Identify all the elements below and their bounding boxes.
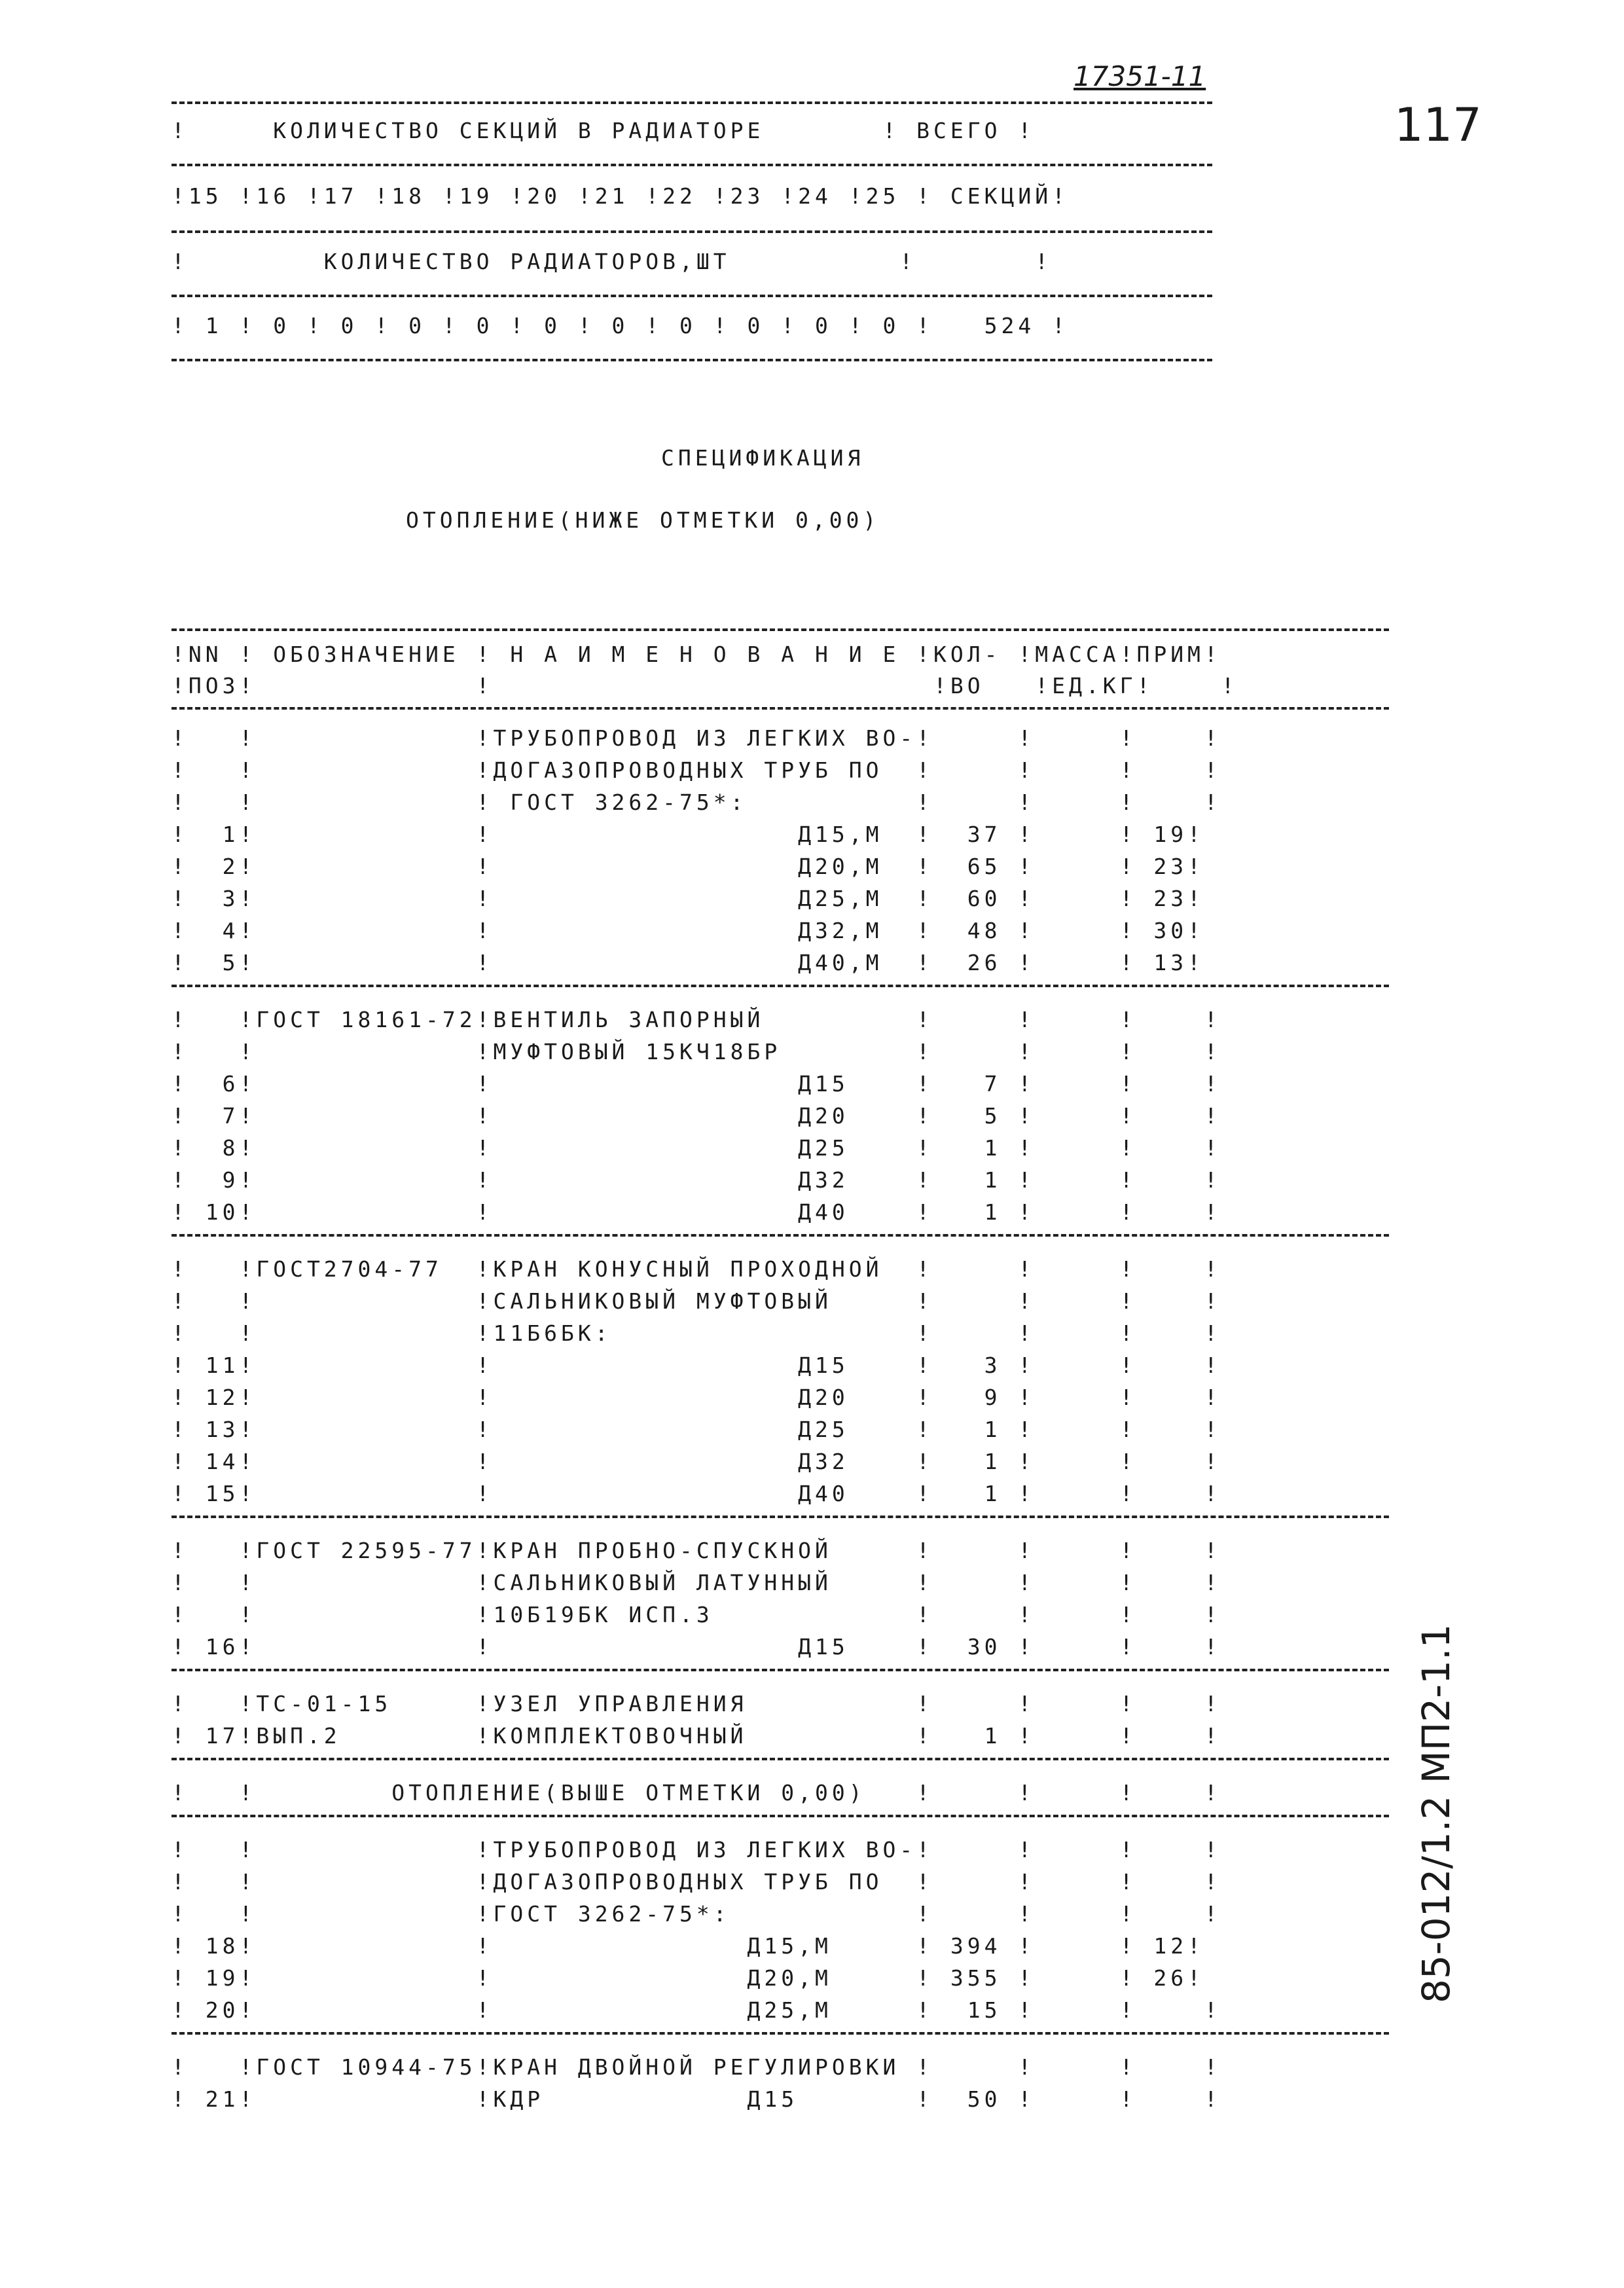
drawing-code-stamp: 85-012/1.2 МП2-1.1 (1414, 1624, 1458, 2003)
spec-row: ! 21! !КДР Д15 ! 50 ! ! ! (171, 2086, 1221, 2112)
spec-table-rule (171, 707, 1389, 710)
spec-table-rule (171, 2032, 1389, 2035)
spec-table-rule (171, 1758, 1389, 1760)
spec-row: ! ! !11Б6БК: ! ! ! ! (171, 1320, 1221, 1346)
spec-row: ! 5! ! Д40,М ! 26 ! ! 13! (171, 950, 1204, 975)
spec-row: ! 16! ! Д15 ! 30 ! ! ! (171, 1634, 1221, 1660)
spec-row: ! ! ! ГОСТ 3262-75*: ! ! ! ! (171, 790, 1221, 815)
spec-table-rule (171, 628, 1389, 631)
spec-row: ! 17!ВЫП.2 !КОМПЛЕКТОВОЧНЫЙ ! 1 ! ! ! (171, 1723, 1221, 1749)
spec-row: ! 6! ! Д15 ! 7 ! ! ! (171, 1071, 1221, 1097)
radiator-table-rule (171, 230, 1212, 233)
spec-table-rule (171, 985, 1389, 987)
spec-row: ! 11! ! Д15 ! 3 ! ! ! (171, 1353, 1221, 1378)
spec-row: ! 13! ! Д25 ! 1 ! ! ! (171, 1417, 1221, 1442)
spec-row: ! !ТС-01-15 !УЗЕЛ УПРАВЛЕНИЯ ! ! ! ! (171, 1691, 1221, 1716)
spec-row: ! 10! ! Д40 ! 1 ! ! ! (171, 1199, 1221, 1225)
spec-row: ! ! !10Б19БК ИСП.3 ! ! ! ! (171, 1602, 1221, 1627)
spec-row: ! ! ОТОПЛЕНИЕ(ВЫШЕ ОТМЕТКИ 0,00) ! ! ! ! (171, 1780, 1221, 1806)
spec-row: ! 20! ! Д25,М ! 15 ! ! ! (171, 1997, 1221, 2023)
spec-row: ! 8! ! Д25 ! 1 ! ! ! (171, 1135, 1221, 1161)
spec-row: ! ! !ТРУБОПРОВОД ИЗ ЛЕГКИХ ВО-! ! ! ! (171, 725, 1221, 751)
specification-title: СПЕЦИФИКАЦИЯ (661, 445, 865, 471)
spec-row: ! 14! ! Д32 ! 1 ! ! ! (171, 1449, 1221, 1474)
spec-row: ! 3! ! Д25,М ! 60 ! ! 23! (171, 886, 1204, 911)
spec-row: ! ! !МУФТОВЫЙ 15КЧ18БР ! ! ! ! (171, 1039, 1221, 1064)
spec-row: ! ! !ДОГАЗОПРОВОДНЫХ ТРУБ ПО ! ! ! ! (171, 757, 1221, 783)
spec-table-rule (171, 1669, 1389, 1671)
spec-row: ! 2! ! Д20,М ! 65 ! ! 23! (171, 854, 1204, 879)
spec-row: ! ! !САЛЬНИКОВЫЙ МУФТОВЫЙ ! ! ! ! (171, 1288, 1221, 1314)
spec-row: ! 7! ! Д20 ! 5 ! ! ! (171, 1103, 1221, 1129)
spec-row: ! 15! ! Д40 ! 1 ! ! ! (171, 1481, 1221, 1506)
spec-row: ! ! !САЛЬНИКОВЫЙ ЛАТУННЫЙ ! ! ! ! (171, 1570, 1221, 1595)
spec-table-header-row: !ПОЗ! ! !ВО !ЕД.КГ! ! (171, 673, 1238, 699)
spec-table-rule (171, 1815, 1389, 1817)
spec-row: ! 4! ! Д32,М ! 48 ! ! 30! (171, 918, 1204, 943)
spec-row: ! 1! ! Д15,М ! 37 ! ! 19! (171, 822, 1204, 847)
radiator-table-values-row: ! 1 ! 0 ! 0 ! 0 ! 0 ! 0 ! 0 ! 0 ! 0 ! 0 ! 0 ! 524 ! (171, 313, 1069, 338)
radiator-table-rule (171, 359, 1212, 361)
specification-subtitle: ОТОПЛЕНИЕ(НИЖЕ ОТМЕТКИ 0,00) (406, 507, 880, 533)
spec-row: ! ! !ДОГАЗОПРОВОДНЫХ ТРУБ ПО ! ! ! ! (171, 1869, 1221, 1895)
spec-table-rule (171, 1516, 1389, 1518)
spec-table-header-row: !NN ! ОБОЗНАЧЕНИЕ ! Н А И М Е Н О В А Н И Е !КОЛ- !МАССА!ПРИМ! (171, 642, 1221, 667)
spec-row: ! !ГОСТ2704-77 !КРАН КОНУСНЫЙ ПРОХОДНОЙ ! ! ! ! (171, 1256, 1221, 1282)
radiator-table-count-header-row: ! КОЛИЧЕСТВО РАДИАТОРОВ,ШТ ! ! (171, 249, 1053, 274)
spec-table-rule (171, 1234, 1389, 1237)
spec-row: ! 12! ! Д20 ! 9 ! ! ! (171, 1385, 1221, 1410)
spec-row: ! 18! ! Д15,М ! 394 ! ! 12! (171, 1933, 1204, 1959)
specification-table (171, 628, 1402, 2239)
page-number: 117 (1394, 98, 1482, 152)
radiator-table-sections-row: !15 !16 !17 !18 !19 !20 !21 !22 !23 !24 !25 ! СЕКЦИЙ! (171, 183, 1069, 209)
spec-row: ! !ГОСТ 22595-77!КРАН ПРОБНО-СПУСКНОЙ ! ! ! ! (171, 1538, 1221, 1563)
spec-row: ! !ГОСТ 18161-72!ВЕНТИЛЬ ЗАПОРНЫЙ ! ! ! ! (171, 1007, 1221, 1032)
document-number: 17351-11 (1074, 60, 1206, 92)
spec-row: ! !ГОСТ 10944-75!КРАН ДВОЙНОЙ РЕГУЛИРОВКИ ! ! ! ! (171, 2054, 1221, 2080)
radiator-table-rule (171, 295, 1212, 297)
spec-row: ! ! !ТРУБОПРОВОД ИЗ ЛЕГКИХ ВО-! ! ! ! (171, 1837, 1221, 1862)
radiator-table-header-row: ! КОЛИЧЕСТВО СЕКЦИЙ В РАДИАТОРЕ ! ВСЕГО ! (171, 118, 1036, 143)
spec-row: ! 19! ! Д20,М ! 355 ! ! 26! (171, 1965, 1204, 1991)
spec-row: ! 9! ! Д32 ! 1 ! ! ! (171, 1167, 1221, 1193)
radiator-table-rule (171, 101, 1212, 104)
radiator-table-rule (171, 164, 1212, 166)
spec-row: ! ! !ГОСТ 3262-75*: ! ! ! ! (171, 1901, 1221, 1927)
